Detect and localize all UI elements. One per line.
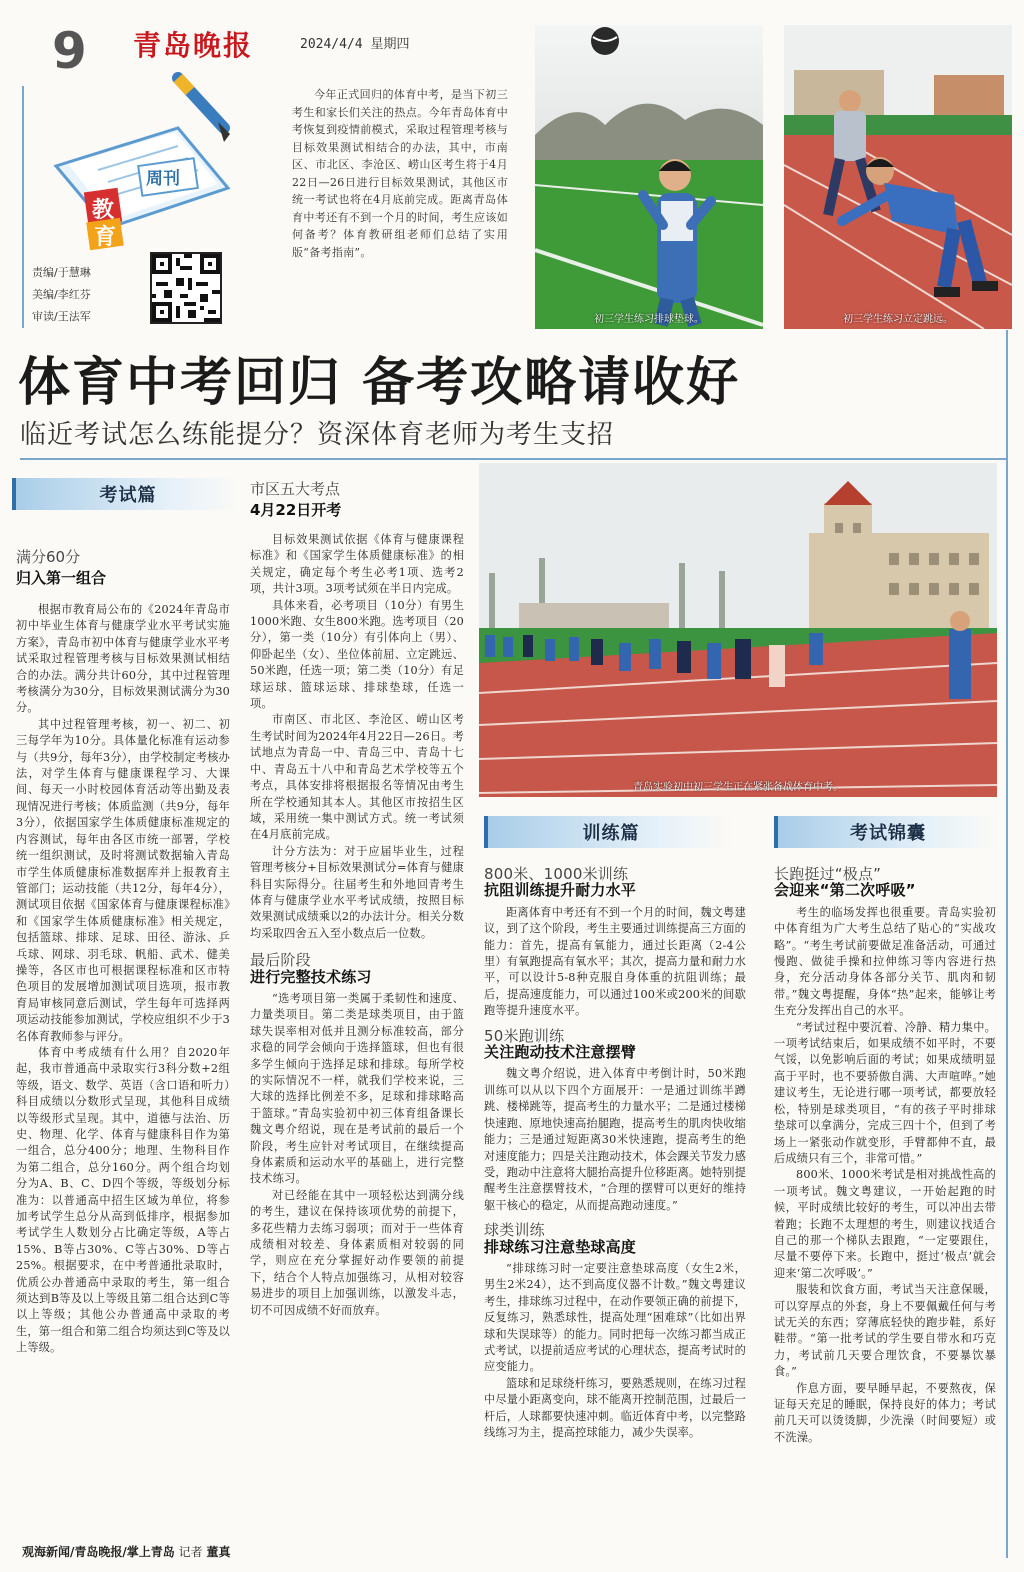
issue-date: 2024/4/4 星期四 — [300, 37, 410, 52]
exam-block2-subtitle: 市区五大考点 — [250, 480, 341, 498]
tips-paragraph-3: 800米、1000米考试是相对挑战性高的一项考试。魏文粤建议，一开始起跑的时候，平时成绩比较好的考生，可以冲出去带着跑；长跑不太理想的考生，则建议找适合自己的那一个梯队去跟跑，“一定要跟住，尽量不要停下来。长跑中，挺过‘极点’就会迎来‘第二次呼吸’。” — [774, 1168, 996, 1280]
section-weekly: 周刊 — [146, 169, 180, 189]
exam-paragraph-2: 其中过程管理考核，初一、初二、初三每学年为10分。具体量化标准有运动参与（共9分，每年3分），由学校制定考核办法，对学生体育与健康课程学习、大课间、每天一小时校园体育活动等出勤及表现情况进行考核；体质监测（共9分，每年3分），依据国家学生体质健康标准规定的内容测试，每年由各区市统一部署，学校统一组织测试，及时将测试数据输入青岛市学生体质健康标准数据库并上报教育主管部门；运动技能（共12分，每年4分），测试项目依据《国家体育与健康课程标准》和《国家学生体质健康标准》相关规定，包括篮球、排球、足球、田径、游泳、乒乓球、网球、羽毛球、帆船、武术、健美操等，各区市也可根据课程标准和区市特色项目的发展增加测试项目选项，报市教育局审核同意后测试，学生每年可选择两项运动技能参加测试，学校应组织不少于3名体育教师参与评分。 — [16, 717, 231, 1043]
exam-paragraph-5: 具体来看，必考项目（10分）有男生1000米跑、女生800米跑。选考项目（20分），第一类（10分）有引体向上（男）、仰卧起坐（女）、坐位体前屈、立定跳远、50米跑，任选一项；第二类（10分）有足球运球、篮球运球、排球垫球，任选一项。 — [250, 598, 464, 711]
page-border-right — [1006, 330, 1008, 1558]
footer-source: 观海新闻/青岛晚报/掌上青岛 — [22, 1545, 175, 1559]
exam-block1 — [16, 546, 230, 594]
pen-icon — [178, 78, 230, 142]
exam-block2 — [250, 478, 464, 526]
photo-long-jump — [784, 25, 1012, 329]
designer-credit: 美编/李红芬 — [32, 288, 91, 301]
exam-paragraph-4: 目标效果测试依据《体育与健康课程标准》和《国家学生体质健康标准》的相关规定，确定每个考生必考1项、选考2项，共计3项。3项考试须在半日内完成。 — [250, 533, 464, 596]
tips-block1-subtitle: 长跑挺过“极点” — [774, 865, 882, 883]
training-block1-subtitle: 800米、1000米训练 — [484, 865, 629, 883]
tips-col-text — [774, 866, 996, 1446]
section-char-1: 教 — [92, 198, 115, 223]
training-paragraph-2: 魏文粤介绍说，进入体育中考倒计时，50米跑训练可以从以下四个方面展开：一是通过训练半蹲跳、楼梯跳等，提高考生的力量水平；二是通过楼梯快速跑、原地快速高抬腿跑，提高考生的肌肉快收缩能力；三是通过短距离30米快速跑，提高考生的绝对速度能力；四是关注跑动技术，体会踝关节发力感受，跑动中注意将大腿抬高提升位移距离。她特别提醒考生注意摆臂技术，“合理的摆臂可以更好的维持躯干核心的稳定，从而提高跑动速度。” — [484, 1067, 746, 1212]
training-col-text — [484, 866, 746, 1441]
page-number: 9 — [52, 22, 87, 80]
photo2-caption: 初三学生练习立定跳远。 — [843, 314, 953, 325]
training-paragraph-1: 距离体育中考还有不到一个月的时间，魏文粤建议，到了这个阶段，考生主要通过训练提高三方面的能力：首先，提高有氧能力，通过长距离（2-4公里）有氧跑提高有氧水平；其次，提高力量和耐力水平，可以设计5-8种克服自身体重的抗阻训练；最后，提高速度能力，可以通过100米或200米的间歇跑等提升速度水平。 — [484, 905, 746, 1018]
training-block1-heading: 抗阻训练提升耐力水平 — [484, 881, 637, 900]
exam-block3-heading: 进行完整技术练习 — [250, 967, 372, 986]
qr-code[interactable] — [150, 252, 222, 324]
training-block2-heading: 关注跑动技术注意摆臂 — [484, 1043, 637, 1062]
exam-block3-subtitle: 最后阶段 — [250, 951, 311, 970]
photo-running-track — [479, 463, 997, 797]
training-paragraph-3: “排球练习时一定要注意垫球高度（女生2米，男生2米24），达不到高度仪器不计数。”魏文粤建议考生，排球练习过程中，在动作要领正确的前提下，反复练习，熟悉球性，提高处理“困难球”（比如出界球和失误球等）的能力。同时把每一次练习都当成正式考试，以提前适应考试的心理状态，提高考试时的应变能力。 — [484, 1261, 746, 1374]
proofreader-credit: 审读/王法军 — [32, 310, 91, 323]
photo3-caption: 青岛实验初中初三学生正在紧张备战体育中考。 — [633, 782, 843, 793]
exam-paragraph-1: 根据市教育局公布的《2024年青岛市初中毕业生体育与健康学业水平考试实施方案》，青岛市初中体育与健康学业水平考试采取过程管理考核与目标效果测试相结合的办法。满分共计60分，其中过程管理考核满分为30分，目标效果测试满分为30分。 — [16, 603, 230, 715]
editor-credits — [32, 262, 91, 328]
tips-paragraph-5: 作息方面，要早睡早起，不要熬夜，保证每天充足的睡眠，保持良好的体力；考试前几天可以烫烫脚，少洗澡（时间要短）或不洗澡。 — [774, 1381, 996, 1444]
exam-col1-text — [16, 602, 230, 1357]
footer-byline — [22, 1543, 230, 1560]
exam-block2-heading: 4月22日开考 — [250, 501, 342, 519]
intro-paragraph: 今年正式回归的体育中考，是当下初三考生和家长们关注的热点。今年青岛体育中考恢复到疫情前模式，采取过程管理考核与目标效果测试相结合的办法，其中，市南区、市北区、李沧区、崂山区考生将于4月22日—26日进行目标效果测试，其他区市统一考试也将在4月底前完成。距离青岛体育中考还有不到一个月的时间，考生应该如何备考？体育教研组老师们总结了实用版“备考指南”。 — [292, 88, 508, 259]
tips-block1-heading: 会迎来“第二次呼吸” — [774, 881, 916, 900]
tips-paragraph-1: 考生的临场发挥也很重要。青岛实验初中体育组为广大考生总结了贴心的“实战攻略”。“考生考试前要做足准备活动，可通过慢跑、做徒手操和拉伸练习等内容进行热身，充分活动身体各部分关节、肌肉和韧带。”魏文粤提醒，身体“热”起来，能够让考生充分发挥出自己的水平。 — [774, 905, 996, 1018]
footer-reporter-label: 记者 — [178, 1545, 203, 1559]
tips-section-banner: 考试锦囊 — [774, 816, 998, 848]
training-block3-heading: 排球练习注意垫球高度 — [484, 1237, 637, 1256]
editor-credit: 责编/于慧琳 — [32, 266, 91, 279]
photo1-caption: 初三学生练习排球垫球。 — [594, 314, 704, 325]
headline: 体育中考回归 备考攻略请收好 — [18, 353, 741, 413]
exam-block1-subtitle: 满分60分 — [16, 548, 81, 566]
exam-paragraph-9: 对已经能在其中一项轻松达到满分线的考生，建议在保持该项优势的前提下，多花些精力去练习弱项；而对于一些体育成绩相对较差、身体素质相对较弱的同学，则应在充分掌握好动作要领的前提下，结合个人特点加强练习，从相对较容易进步的项目上加强训练，以激发斗志，切不可因成绩不好而放弃。 — [250, 1188, 464, 1317]
tips-paragraph-4: 服装和饮食方面，考试当天注意保暖，可以穿厚点的外套，身上不要佩戴任何与考试无关的东西；穿薄底轻快的跑步鞋，系好鞋带。“第一批考试的学生要自带水和巧克力，考试前几天要合理饮食，不要暴饮暴食。” — [774, 1283, 996, 1379]
headline-rule — [20, 458, 1008, 460]
exam-paragraph-6: 市南区、市北区、李沧区、崂山区考生考试时间为2024年4月22日—26日。考试地点为青岛一中、青岛三中、青岛十七中、青岛五十八中和青岛艺术学校等五个考点，具体安排将根据报名等情况由考生所在学校通知其本人。其他区市按招生区域，采用统一集中测试方式。统一考试须在4月底前完成。 — [250, 713, 464, 842]
exam-section-banner: 考试篇 — [12, 478, 240, 510]
photo-volleyball — [535, 25, 763, 329]
training-block2-subtitle: 50米跑训练 — [484, 1026, 565, 1045]
exam-paragraph-3: 体育中考成绩有什么用？自2020年起，我市普通高中录取实行3科分数+2组等级，语文、数学、英语（含口语和听力）科目成绩以分数形式呈现，其他科目成绩以等级形式呈现。其中，道德与法治、历史、物理、化学、体育与健康科目作为第一组合，总分400分；地理、生物科目作为第二组合，总分160分。两个组合均划分为A、B、C、D四个等级，等级划分标准为：以普通高中招生区域为单位，将参加考试学生总分从高到低排序，根据参加考试学生人数划分占比确定等级，A等占15%、B等占30%、C等占30%、D等占25%。根据要求，在中考普通批录取时，优质公办普通高中录取的考生，第一组合须达到B等及以上等级且第二组合达到C等以上等级；其他公办普通高中录取的考生，第一组合和第二组合均须达到C等及以上等级。 — [16, 1045, 230, 1355]
education-weekly-logo — [28, 70, 258, 250]
exam-paragraph-7: 计分方法为：对于应届毕业生，过程管理考核分+目标效果测试分=体育与健康科目实际得分。往届考生和外地回青考生体育与健康学业水平考试成绩，按照目标效果测试成绩乘以2的办法计分。相关分数均采取四舍五入至小数点后一位数。 — [250, 844, 464, 940]
training-paragraph-4: 篮球和足球绕杆练习，要熟悉规则，在练习过程中尽量小距离变向，球不能离开控制范围，过最后一杆后，人球都要快速冲刺。临近体育中考，以完整路线练习为主，提高控球能力，减少失误率。 — [484, 1376, 746, 1439]
training-block3-subtitle: 球类训练 — [484, 1221, 545, 1240]
exam-paragraph-8: “选考项目第一类属于柔韧性和速度、力量类项目。第二类是球类项目，由于篮球失误率相对低并且测分标准较高，部分求稳的同学会倾向于选择篮球，但也有很多学生倾向于选择足球和排球。每所学校的实际情况不一样，就我们学校来说，三大球的选择比例差不多，足球和排球略高于篮球。”青岛实验初中初三体育组备课长魏文粤介绍说，现在是考试前的最后一个阶段，考生应针对考试项目，在继续提高身体素质和运动水平的基础上，进行完整技术练习。 — [250, 991, 464, 1186]
subheadline: 临近考试怎么练能提分？资深体育老师为考生支招 — [20, 420, 615, 450]
newspaper-name: 青岛晚报 — [133, 29, 254, 62]
masthead-rule — [22, 86, 24, 328]
training-section-banner: 训练篇 — [484, 816, 734, 848]
exam-block1-heading: 归入第一组合 — [16, 569, 107, 587]
footer-reporter-name: 董真 — [206, 1545, 231, 1559]
tips-paragraph-2: “考试过程中要沉着、冷静、精力集中。一项考试结束后，如果成绩不如平时，不要气馁，以免影响后面的考试；如果成绩明显高于平时，也不要骄傲自满、大声喧哗。”她建议考生，无论进行哪一项考试，都要放轻松，特别是球类项目，“有的孩子平时排球垫球可以拿满分，完成三四十个，但到了考场上一紧张动作就变形，手臂都伸不直，最后成绩只有三个，非常可惜。” — [774, 1020, 996, 1165]
exam-col2-text — [250, 532, 464, 1319]
section-char-2: 育 — [94, 225, 117, 250]
